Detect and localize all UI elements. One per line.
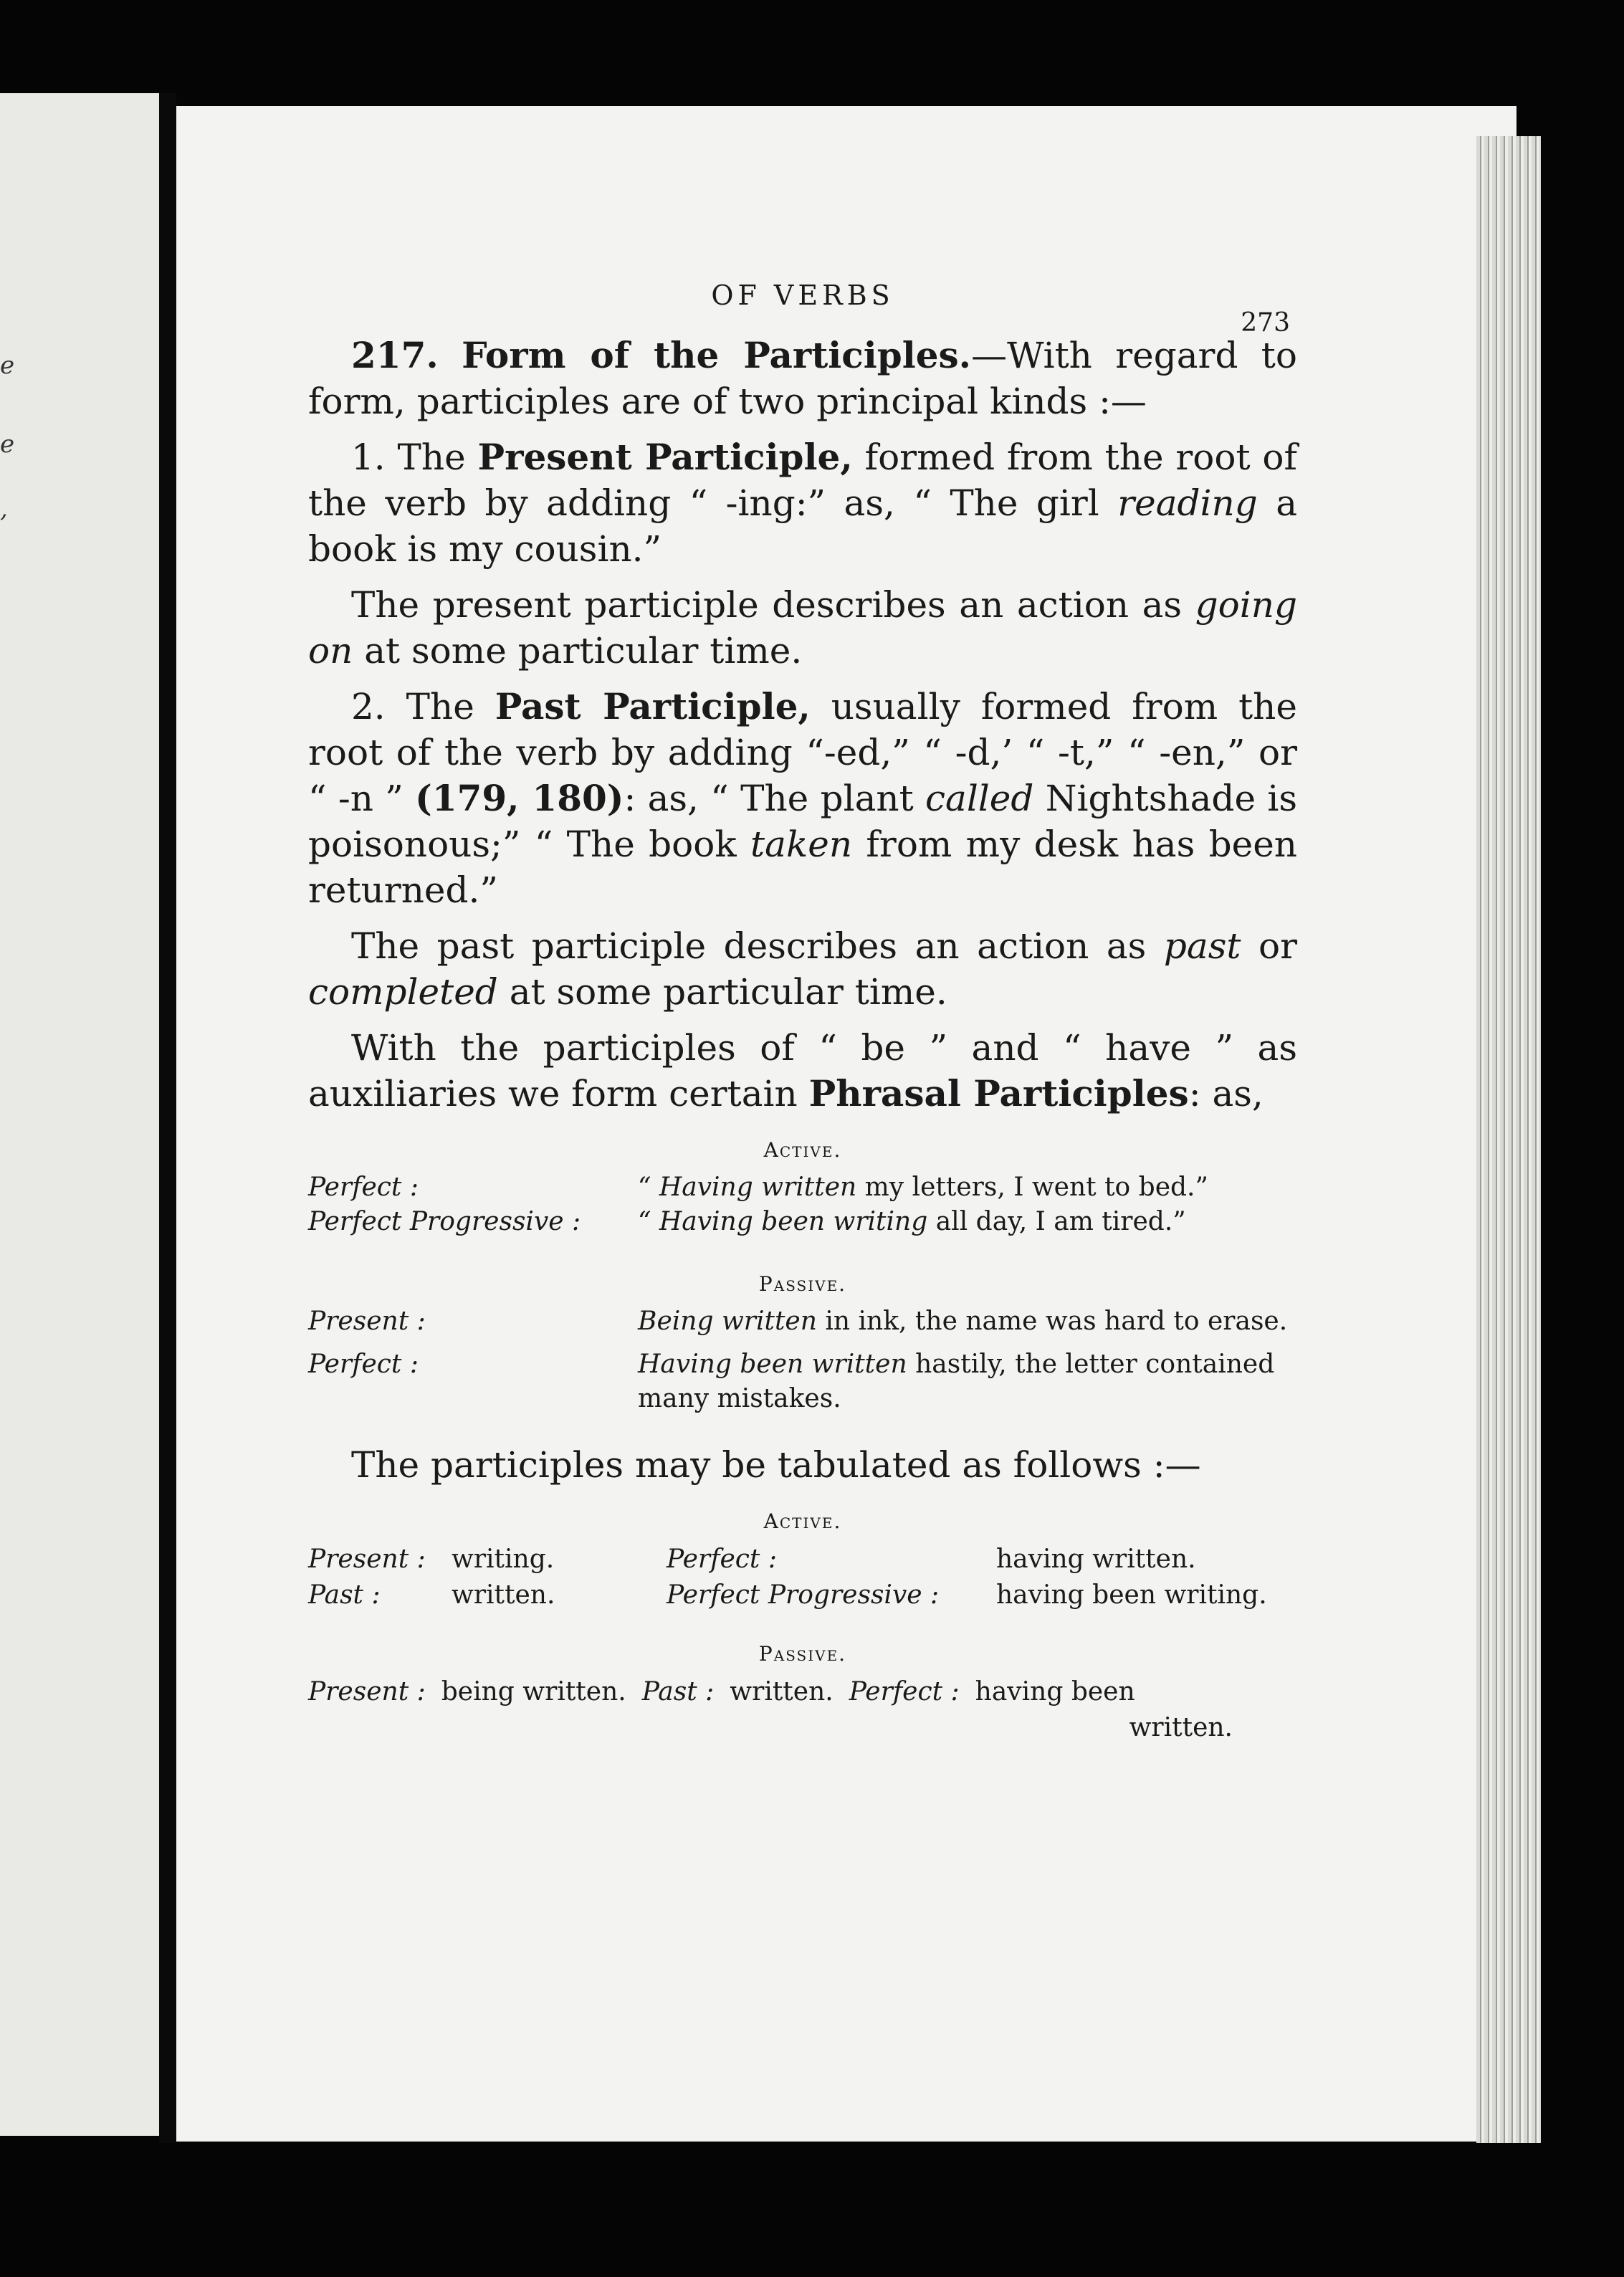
item-text: The — [406, 686, 474, 727]
example-text: “ Having written my letters, I went to bed.” — [638, 1173, 1208, 1202]
page-content — [308, 265, 1297, 1746]
para-text: or — [1258, 925, 1297, 967]
table-value: writing. — [452, 1545, 555, 1574]
present-participle-item — [308, 434, 1297, 572]
running-head: OF VERBS — [711, 280, 894, 311]
page-header — [308, 265, 1297, 338]
example-row — [308, 1347, 1297, 1416]
table-active-heading: Active. — [763, 1509, 842, 1533]
table-label: Present : — [308, 1677, 426, 1706]
item-text: formed from the root of the verb by adding “ -ing:” as, “ The girl — [308, 436, 1297, 524]
term-phrasal-participles: Phrasal Participles — [808, 1072, 1189, 1114]
para-text: With the participles of “ be ” and “ have ” as auxiliaries we form certain — [308, 1027, 1297, 1114]
example-label: Perfect : — [308, 1173, 419, 1202]
page-edges — [1476, 136, 1541, 2143]
table-row — [308, 1542, 1297, 1577]
example-row — [308, 1170, 1297, 1205]
para-text: at some particular time. — [509, 971, 947, 1013]
left-page-letter: , — [0, 495, 8, 523]
present-participle-description — [308, 582, 1297, 674]
phrasal-participles-para — [308, 1025, 1297, 1117]
para-text: The past participle describes an action as — [351, 925, 1147, 967]
term-present-participle: Present Participle, — [477, 436, 853, 478]
para-text: at some particular time. — [364, 630, 803, 672]
example-text: Being written in ink, the name was hard to erase. — [638, 1307, 1288, 1336]
examples-active-heading: Active. — [763, 1138, 842, 1162]
example-label: Present : — [308, 1307, 426, 1336]
past-participle-item — [308, 684, 1297, 913]
para-text: : as, — [1188, 1073, 1264, 1114]
table-label: Perfect : — [667, 1545, 777, 1574]
item-number: 1. — [351, 436, 386, 478]
para-italic: past — [1163, 925, 1241, 967]
item-text: from my desk has been returned.” — [308, 824, 1297, 911]
para-text: The present participle describes an action as — [351, 584, 1183, 626]
participle-table — [308, 1542, 1297, 1613]
para-italic: going on — [308, 584, 1297, 672]
table-value: written. — [730, 1677, 834, 1706]
example-row — [308, 1205, 1297, 1239]
table-value: being written. — [441, 1677, 626, 1706]
table-value: having written. — [996, 1545, 1196, 1574]
past-participle-description — [308, 923, 1297, 1015]
left-page-letter: e — [0, 351, 15, 380]
cross-reference: (179, 180) — [415, 777, 624, 819]
term-past-participle: Past Participle, — [495, 685, 811, 727]
table-label: Past : — [641, 1677, 715, 1706]
table-value: having been writing. — [996, 1580, 1267, 1610]
tabulated-intro: The participles may be tabulated as follows :— — [351, 1444, 1201, 1486]
item-text: The — [397, 436, 466, 478]
section-217 — [308, 333, 1297, 424]
passive-table-line — [308, 1674, 1297, 1710]
section-title: Form of the Participles. — [462, 334, 972, 376]
table-label: Perfect Progressive : — [667, 1580, 940, 1610]
example-italic: taken — [750, 824, 853, 865]
example-text: Having been written hastily, the letter contained many mistakes. — [638, 1350, 1275, 1413]
table-row — [308, 1577, 1297, 1613]
left-page-letter: e — [0, 430, 15, 459]
table-value: written. — [452, 1580, 555, 1610]
item-text: : as, “ The plant — [624, 778, 914, 819]
example-italic: called — [925, 778, 1034, 819]
section-number: 217. — [351, 334, 439, 376]
table-value: having been — [975, 1677, 1135, 1706]
example-italic: reading — [1117, 482, 1258, 524]
section-text: —With regard to form, participles are of two principal kinds :— — [308, 335, 1297, 422]
example-label: Perfect Progressive : — [308, 1207, 581, 1236]
table-passive-heading: Passive. — [758, 1642, 847, 1666]
examples-passive-heading: Passive. — [758, 1272, 847, 1296]
item-text: usually formed from the root of the verb by adding “-ed,” “ -d,’ “ -t,” “ -en,” or “ -n ” — [308, 686, 1297, 819]
example-row — [308, 1304, 1297, 1339]
table-value-continued: written. — [1129, 1713, 1233, 1742]
table-label: Perfect : — [849, 1677, 960, 1706]
item-text: a book is my cousin.” — [308, 482, 1297, 570]
left-page-strip — [0, 93, 159, 2136]
table-label: Present : — [308, 1545, 426, 1574]
item-number: 2. — [351, 686, 386, 727]
page-number: 273 — [1241, 308, 1290, 338]
example-label: Perfect : — [308, 1350, 419, 1379]
book-gutter — [159, 93, 176, 2143]
para-italic: completed — [308, 971, 498, 1013]
example-text: “ Having been writing all day, I am tired.” — [638, 1207, 1186, 1236]
table-label: Past : — [308, 1580, 381, 1610]
item-text: Nightshade is poisonous;” “ The book — [308, 778, 1297, 865]
